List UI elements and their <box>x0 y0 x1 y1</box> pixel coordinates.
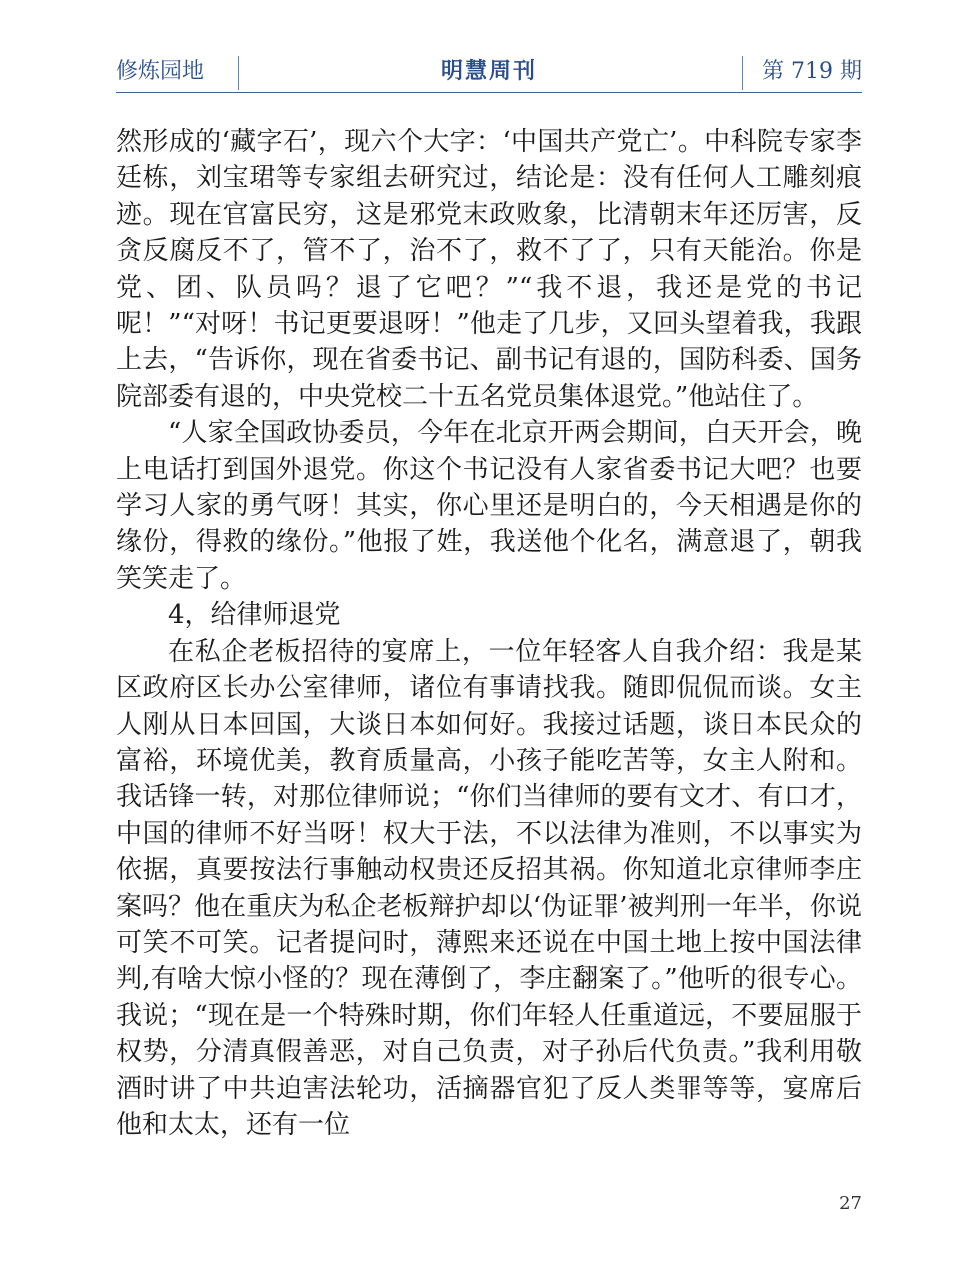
section-heading: 4，给律师退党 <box>168 600 341 631</box>
header-rule <box>116 92 862 93</box>
page-number: 27 <box>839 1193 862 1214</box>
paragraph: “人家全国政协委员，今年在北京开两会期间，白天开会，晚上电话打到国外退党。你这个书记没有人家省委书记大吧？也要学习人家的勇气呀！其实，你心里还是明白的，今天相遇是你的缘份，得救的缘份。”他报了姓，我送他个化名，满意退了，朝我笑笑走了。 <box>116 418 862 594</box>
page-header <box>116 50 862 92</box>
publication-title: 明慧周刊 <box>440 58 537 84</box>
header-divider <box>742 56 743 90</box>
paragraph: 然形成的‘藏字石’，现六个大字：‘中国共产党亡’。中科院专家李廷栋，刘宝珺等专家组去研究过，结论是：没有任何人工雕刻痕迹。现在官富民穷，这是邪党末政败象，比清朝末年还厉害，反贪反腐反不了，管不了，治不了，救不了了，只有天能治。你是党、团、队员吗？退了它吧？”“我不退，我还是党的书记呢！”“对呀！书记更要退呀！”他走了几步，又回头望着我，我跟上去，“告诉你，现在省委书记、副书记有退的，国防科委、国务院部委有退的，中央党校二十五名党员集体退党。”他站住了。 <box>116 127 862 412</box>
paragraph: 在私企老板招待的宴席上，一位年轻客人自我介绍：我是某区政府区长办公室律师，诸位有事请找我。随即侃侃而谈。女主人刚从日本回国，大谈日本如何好。我接过话题，谈日本民众的富裕，环境优美，教育质量高，小孩子能吃苦等，女主人附和。我话锋一转，对那位律师说；“你们当律师的要有文才、有口才，中国的律师不好当呀！权大于法，不以法律为准则，不以事实为依据，真要按法行事触动权贵还反招其祸。你知道北京律师李庄案吗？他在重庆为私企老板辩护却以‘伪证罪’被判刑一年半，你说可笑不可笑。记者提问时，薄熙来还说在中国土地上按中国法律判,有啥大惊小怪的？现在薄倒了，李庄翻案了。”他听的很专心。我说；“现在是一个特殊时期，你们年轻人任重道远，不要屈服于权势，分清真假善恶，对自己负责，对子孙后代负责。”我利用敬酒时讲了中共迫害法轮功，活摘器官犯了反人类罪等等，宴席后他和太太，还有一位 <box>116 636 862 1140</box>
section-title: 修炼园地 <box>116 59 205 84</box>
article-body <box>116 124 862 1143</box>
issue-number: 第 719 期 <box>762 59 862 84</box>
